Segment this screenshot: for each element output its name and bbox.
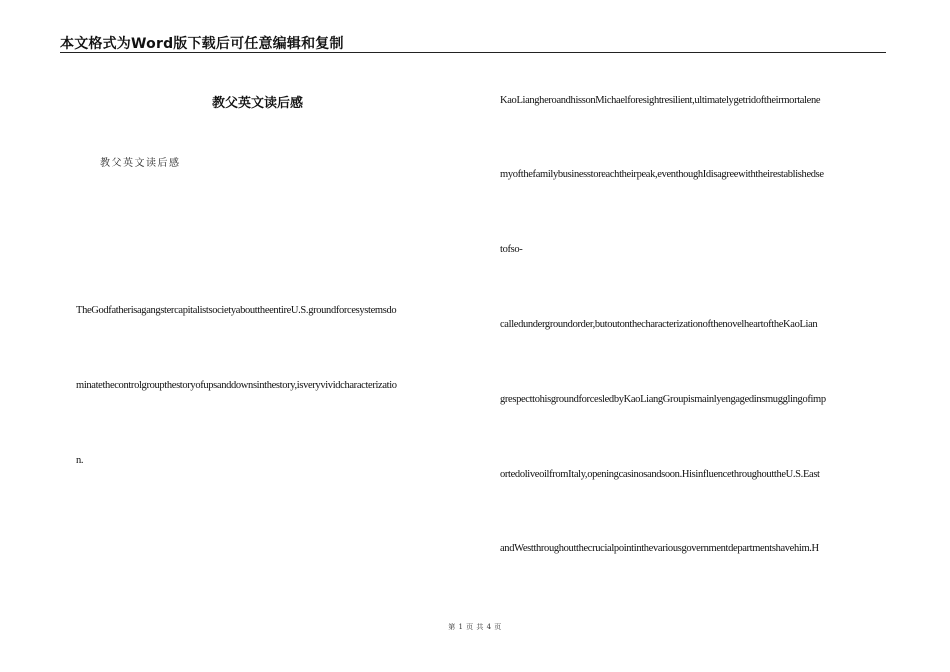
right-text-line: myofthefamilybusinesstoreachtheirpeak,eventhoughIdisagreewiththeirestablishedse: [500, 169, 824, 180]
document-title: 教父英文读后感: [212, 96, 304, 111]
left-text-line: minatethecontrolgroupthestoryofupsanddownsinthestory,isveryvividcharacterizatio: [76, 380, 397, 391]
right-text-line: grespecttohisgroundforcesledbyKaoLiangGroupismainlyengagedinsmugglingofimp: [500, 394, 826, 405]
right-text-line: andWestthroughoutthecrucialpointinthevariousgovernmentdepartmentshavehim.H: [500, 543, 819, 554]
header-divider: [60, 52, 886, 53]
right-text-line: calledundergroundorder,butoutonthecharacterizationofthenovelheartoftheKaoLian: [500, 319, 818, 330]
page-number-footer: 第 1 页 共 4 页: [448, 623, 502, 631]
left-text-line: TheGodfatherisagangstercapitalistsocietyabouttheentireU.S.groundforcesystemsdo: [76, 305, 397, 316]
right-text-line: ortedoliveoilfromItaly,openingcasinosandsoon.HisinfluencethroughouttheU.S.East: [500, 469, 820, 480]
right-text-line: tofso-: [500, 244, 523, 255]
document-subtitle: 教父英文读后感: [100, 158, 181, 169]
right-text-line: KaoLiangheroandhissonMichaelforesightresilient,ultimatelygetridoftheirmortalene: [500, 95, 821, 106]
left-text-line: n.: [76, 455, 84, 466]
document-header: 本文格式为Word版下载后可任意编辑和复制: [60, 36, 344, 52]
